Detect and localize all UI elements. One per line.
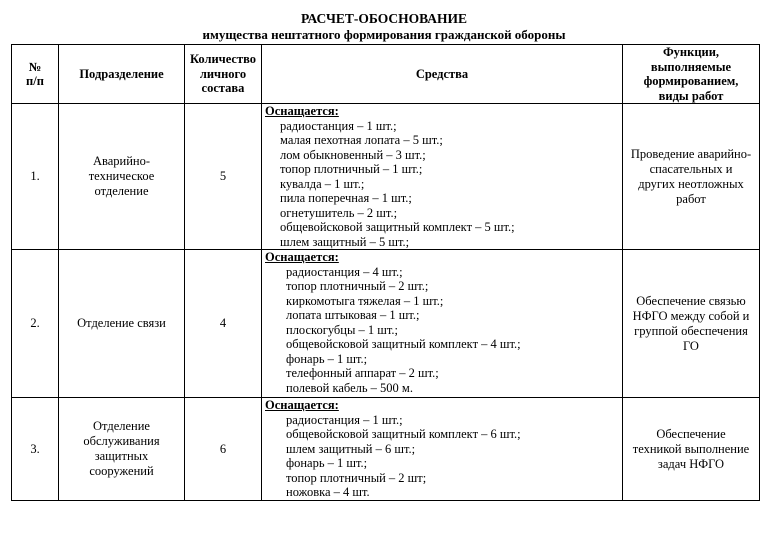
header-num: № п/п [12,45,59,104]
equipment-item: общевойсковой защитный комплект – 4 шт.; [286,337,521,351]
equipment-item: топор плотничный – 2 шт; [286,470,427,485]
row-equipment [262,250,623,398]
row-equipment [262,398,623,501]
equipment-list [265,265,622,396]
row-count: 6 [185,398,262,501]
equipment-title: Оснащается: [265,398,339,412]
equipment-item: ножовка – 4 шт. [286,485,370,499]
equipment-table [11,44,760,501]
row-num: 2. [12,250,59,398]
equipment-item: лом обыкновенный – 3 шт.; [280,147,426,162]
equipment-item: полевой кабель – 500 м. [286,380,413,395]
header-functions: Функции, выполняемые формированием, виды работ [623,45,760,104]
table-row [12,398,760,501]
row-num: 3. [12,398,59,501]
equipment-item: пила поперечная – 1 шт.; [280,191,412,205]
equipment-item: фонарь – 1 шт.; [286,456,368,470]
equipment-item: фонарь – 1 шт.; [286,351,368,366]
equipment-item: радиостанция – 1 шт.; [280,118,397,133]
table-header-row [12,45,760,104]
row-unit: Отделение связи [59,250,185,398]
equipment-item: топор плотничный – 2 шт.; [286,279,429,293]
equipment-title: Оснащается: [265,250,339,264]
row-num: 1. [12,104,59,250]
row-unit: Отделение обслуживания защитных сооружений [59,398,185,501]
equipment-list [265,119,622,250]
document-title: РАСЧЕТ-ОБОСНОВАНИЕ [300,11,468,26]
equipment-item: радиостанция – 4 шт.; [286,264,403,279]
equipment-item: общевойсковой защитный комплект – 6 шт.; [286,427,521,441]
document-subtitle: имущества нештатного формирования гражданской обороны [202,27,566,42]
equipment-item: шлем защитный – 5 шт.; [280,234,410,249]
row-unit: Аварийно- техническое отделение [59,104,185,250]
row-functions: Проведение аварийно- спасательных и других неотложных работ [623,104,760,250]
equipment-item: плоскогубцы – 1 шт.; [286,322,399,337]
equipment-item: шлем защитный – 6 шт.; [286,441,416,456]
equipment-title: Оснащается: [265,104,339,118]
table-row [12,250,760,398]
equipment-item: телефонный аппарат – 2 шт.; [286,366,439,380]
row-functions: Обеспечение техникой выполнение задач НФГО [623,398,760,501]
equipment-list [265,413,622,500]
header-means: Средства [262,45,623,104]
row-count: 4 [185,250,262,398]
header-count: Количество личного состава [185,45,262,104]
header-unit: Подразделение [59,45,185,104]
table-row [12,104,760,250]
equipment-item: кувалда – 1 шт.; [280,176,365,191]
equipment-item: киркомотыга тяжелая – 1 шт.; [286,293,444,308]
equipment-item: радиостанция – 1 шт.; [286,412,403,427]
row-functions: Обеспечение связью НФГО между собой и группой обеспечения ГО [623,250,760,398]
equipment-item: топор плотничный – 1 шт.; [280,162,423,176]
equipment-item: лопата штыковая – 1 шт.; [286,308,420,322]
equipment-item: малая пехотная лопата – 5 шт.; [280,133,443,147]
row-count: 5 [185,104,262,250]
equipment-item: огнетушитель – 2 шт.; [280,205,398,220]
row-equipment [262,104,623,250]
equipment-item: общевойсковой защитный комплект – 5 шт.; [280,220,515,234]
